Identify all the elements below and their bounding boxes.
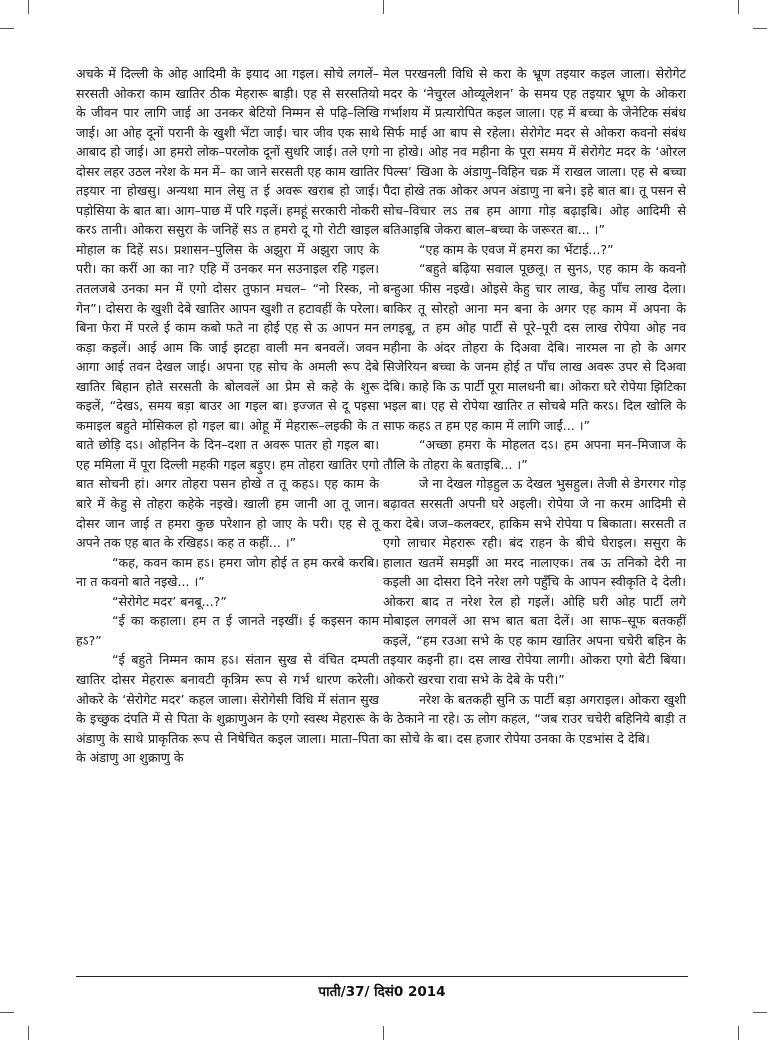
paragraph: “अच्छा हमरा के मोहलत दऽ। हम अपना मन–मिजाज के तौलि के तोहरा के बताइबि... ।”: [383, 437, 686, 472]
crop-mark-top-right: [738, 0, 739, 14]
crop-mark-bottom-left: [28, 1026, 29, 1040]
left-text-column: [76, 64, 379, 768]
paragraph: “ई बहुते निम्मन काम हऽ। संतान सुख से वंचित दम्पती खातिर दोसर मेहरारू बनावटी कृत्रिम रूप से गर्भ धारण करेली। ओकरे के ‘सेरोगेट मदर’ कहल जाला। सेरोगेसी विधि में संतान सुख के इच्छुक दंपति में से पिता के शुक्राणुअन के एगो स्वस्थ मेहरारू के अंडाणु के साथे प्राकृतिक रूप से निषेचित कइल जाला। माता–पिता के अंडाणु आ शुक्राणु के: [76, 652, 379, 766]
paragraph: “एह काम के एवज में हमरा का भेंटाई...?”: [419, 241, 614, 257]
crop-mark-left-bottom: [0, 1012, 14, 1013]
paragraph: “ई का कहाला। हम त ई जानते नइखीं। ई कइसन काम हऽ?”: [76, 613, 379, 648]
paragraph: जे ना देखल गोड़हुल ऊ देखल भुसहुल। तेजी से डेगरगर गोड़ बढ़ावत सरसती अपनी घरे अइली। रोपेया जे ना करम आदिमी से करा देबे। जज–कलक्टर, हाकिम सभे रोपेया प बिकाता। सरसती त एगो लाचार मेहरारू रही। बंद राहन के बीचे घेराइल। ससुरा के हालात खतमें समझीं आ मरद नालाएक। तब ऊ तनिको देरी ना कइली आ दोसरा दिने नरेश लगे पहुँचि के आपन स्वीकृति दे देली। ओकरा बाद त नरेश रेल हो गइलें। ओहि घरी ओह पार्टी लगे मोबाइल लगवलें आ सभ बात बता देलें। आ साफ–सूफ बतकहीं कइलें, “हम रउआ सभे के एह काम खातिर अपना चचेरी बहिन के तइयार कइनी हा। दस लाख रोपेया लागी। ओकरा एगो बेटी बिया। ओकरो खरचा रावा सभे के देबे के परी।”: [383, 476, 686, 687]
paragraph: “बहुते बढ़िया सवाल पूछलू। त सुनऽ, एह काम के कवनो बन्हुआ फीस नइखे। ओइसे केहु चार लाख, केहु पाँच लाख देला। बाकिर तू सोरहो आना मन बना के अगर एह काम में अपना के लगइबू, त हम ओह पार्टी से पूरे–पूरी दस लाख रोपेया ओह नव महीना के अंदर तोहरा के दिअवा देबि। नारमल ना हो के अगर सिजेरियन बच्चा के जनम होई त पाँच लाख अवरू उपर से दिअवा देबि। काहे कि ऊ पार्टी पूरा मालधनी बा। ओकरा घरे रोपेया झिटिका भइल बा। एह से रोपेया खातिर त सोचबे मति करऽ। दिल खोलि के साफ कहऽ त हम एह काम में लागि जाईं... ।”: [383, 261, 686, 433]
paragraph: मेल परखनली विधि से करा के भ्रूण तइयार कइल जाला। सेरोगेट मदर के ‘नेचुरल ओव्यूलेशन’ के समय एह तइयार भ्रूण के ओकरा गर्भाशय में प्रत्यारोपित कइल जाला। एह में बच्चा के जेनेटिक संबंध सिर्फ माई आ बाप से रहेला। सेरोगेट मदर से ओकरा कवनो संबंध ना होखे। ओह नव महीना के पूरा समय में सेरोगेट मदर के ‘ओरल पिल्स’ खिआ के अंडाणु–विहिन चक्र में राखल जाला। एह से बच्चा पैदा होखे तक ओकर अपन अंडाणु ना बने। इहे बात बा। तू पसन से सोच–विचार लऽ तब हम आगा गोड़ बढ़ाइबि। ओह आदिमी से बतिआइबि जेकरा बाल–बच्चा के जरूरत बा... ।”: [383, 66, 686, 238]
crop-mark-bottom-center: [383, 1026, 384, 1040]
crop-mark-top-left: [28, 0, 29, 14]
crop-mark-bottom-right: [738, 1026, 739, 1040]
page-footer: पाती/37/ दिसं0 2014: [318, 984, 446, 1000]
crop-mark-right-top: [753, 28, 767, 29]
right-text-column: [383, 64, 686, 748]
crop-mark-right-bottom: [753, 1012, 767, 1013]
crop-mark-left-top: [0, 28, 14, 29]
paragraph: नरेश के बतकही सुनि ऊ पार्टी बड़ा अगराइल। ओकरा खुशी के ठेकाने ना रहे। ऊ लोग कहल, “जब राउर चचेरी बहिनिये बाड़ी त का सोचे के बा। दस हजार रोपेया उनका के एडभांस दे देबि।: [383, 691, 686, 746]
paragraph: “कह, कवन काम हऽ। हमरा जोग होई त हम करबे करबि। ना त कवनो बाते नइखे... ।”: [76, 554, 379, 590]
footer-divider: [76, 976, 688, 977]
paragraph: “सेरोगेट मदर’ बनबू...?”: [112, 593, 227, 609]
paragraph: अचके में दिल्ली के ओह आदिमी के इयाद आ गइल। सोचे लगलें– सरसती ओकरा काम खातिर ठीक मेहरारू बाड़ी। एह से सरसतियो के जीवन पार लागि जाई आ उनकर बेटियो निम्मन से पढ़ि–लिखि जाई। आ ओह दूनों परानी के खुशी भेंटा जाई। चार जीव एक साथे आबाद हो जाई। आ हमरो लोक–परलोक दूनों सुधरि जाई। तले एगो दोसर लहर उठल नरेश के मन में– का जाने सरसती एह काम खातिर तइयार ना होखसु। अन्यथा मान लेसु त ई अवरू खराब हो जाई। पड़ोसिया के बात बा। आग–पाछ में परि गइलें। हमहूं सरकारी नोकरी करऽ तानी। ओकरा ससुरा के जनिहें सऽ त हमरो दू गो रोटी खाइल मोहाल क दिहें सऽ। प्रशासन–पुलिस के अझुरा में अझुरा जाए के परी। का करीं आ का ना? एहि में उनकर मन सउनाइल रहि गइल। ततलजबे उनका मन में एगो दोसर तुफान मचल– “नो रिस्क, नो गेन”। दोसरा के खुशी देबे खातिर आपन खुशी त हटावहीं के परेला। बिना फेरा में परले ई काम कबो फते ना होई एह से ऊ आपन मन कड़ा कइलें। आई आम कि जाई झटहा वाली मन बनवलें। जवन आगा आई तवन देखल जाई। अपना एह सोच के अमली रूप देबे खातिर बिहान होते सरसती के बोलवलें आ प्रेम से कहे के शुरू कइलें, “देखऽ, समय बड़ा बाउर आ गइल बा। इज्जत से दू पइसा कमाइल बहुते मोसिकल हो गइल बा। ओहू में मेहरारू–लइकी के त बाते छोड़ि दऽ। ओहनिन के दिन–दशा त अवरू पातर हो गइल बा। एह ममिला में पूरा दिल्ली महकी गइल बड़ुए। हम तोहरा खातिर एगो बात सोचनी हां। अगर तोहरा पसन होखे त तू कहऽ। एह काम के बारे में केहु से तोहरा कहेके नइखे। खाली हम जानी आ तू जान। दोसर जान जाई त हमरा कुछ परेशान हो जाए के परी। एह से तू अपने तक एह बात के रखिहऽ। कह त कहीं... ।”: [76, 66, 379, 551]
crop-mark-top-center: [383, 0, 384, 14]
